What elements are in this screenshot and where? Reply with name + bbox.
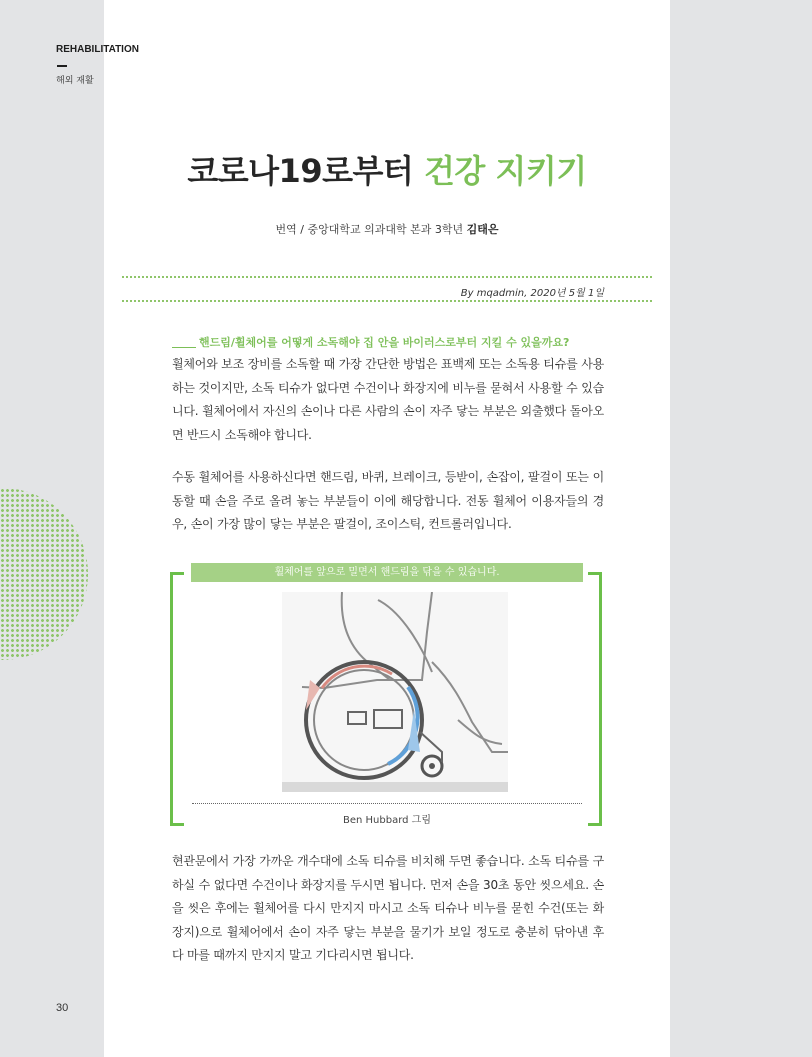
- section-label-en: REHABILITATION: [56, 44, 139, 55]
- paragraph-3: 현관문에서 가장 가까운 개수대에 소독 티슈를 비치해 두면 좋습니다. 소독 티슈를 구하실 수 없다면 수건이나 화장지를 두시면 됩니다. 먼저 손을 30초 동안 씻으세요. 손을 씻은 후에는 휠체어를 다시 만지지 마시고 소독 티슈나 비누를 묻힌 수건(또는 화장지)으로 휠체어에서 손이 자주 닿는 부분을 물기가 보일 정도로 충분히 닦아낸 후 다 마를 때까지 만지지 말고 기다리시면 됩니다.: [172, 854, 604, 962]
- paragraph-2: 수동 휠체어를 사용하신다면 핸드림, 바퀴, 브레이크, 등받이, 손잡이, 팔걸이 또는 이동할 때 손을 주로 올려 놓는 부분들이 이에 해당합니다. 전동 휠체어 이용자들의 경우, 손이 가장 많이 닿는 부분은 팔걸이, 조이스틱, 컨트롤러입니다.: [172, 470, 604, 531]
- wheelchair-illustration: [282, 592, 508, 792]
- article-meta: By mqadmin, 2020년 5월 1일: [460, 288, 604, 299]
- byline-name: 김태은: [466, 223, 499, 236]
- figure-caption: 휠체어를 앞으로 밀면서 핸드림을 닦을 수 있습니다.: [191, 563, 583, 582]
- lead-question: 핸드림/휠체어를 어떻게 소독해야 집 안을 바이러스로부터 지킬 수 있을까요?: [199, 336, 570, 349]
- figure-bracket-right: [588, 572, 602, 826]
- figure-bracket-left: [170, 572, 184, 826]
- paragraph-1: 휠체어와 보조 장비를 소독할 때 가장 간단한 방법은 표백제 또는 소독용 티슈를 사용하는 것이지만, 소독 티슈가 없다면 수건이나 화장지에 비누를 묻혀서 사용할 수 있습니다. 휠체어에서 자신의 손이나 다른 사람의 손이 자주 닿는 부분은 외출했다 돌아오면 반드시 소독해야 합니다.: [172, 357, 604, 442]
- figure-credit: Ben Hubbard 그림: [343, 815, 431, 826]
- bottom-dotted-rule: [122, 300, 652, 302]
- byline-prefix: 번역 / 중앙대학교 의과대학 본과 3학년: [275, 223, 467, 236]
- decorative-dot-pattern: [0, 488, 88, 660]
- article-title: [104, 146, 670, 192]
- title-main: 코로나19로부터: [187, 152, 424, 190]
- section-label-ko: 해외 재활: [56, 76, 94, 86]
- credit-divider: [192, 803, 582, 804]
- lead-underline: [172, 347, 196, 348]
- page-number: 30: [56, 1002, 69, 1014]
- title-accent: 건강 지키기: [423, 152, 587, 190]
- byline: [104, 221, 670, 237]
- section-divider: [57, 65, 67, 67]
- top-dotted-rule: [122, 276, 652, 278]
